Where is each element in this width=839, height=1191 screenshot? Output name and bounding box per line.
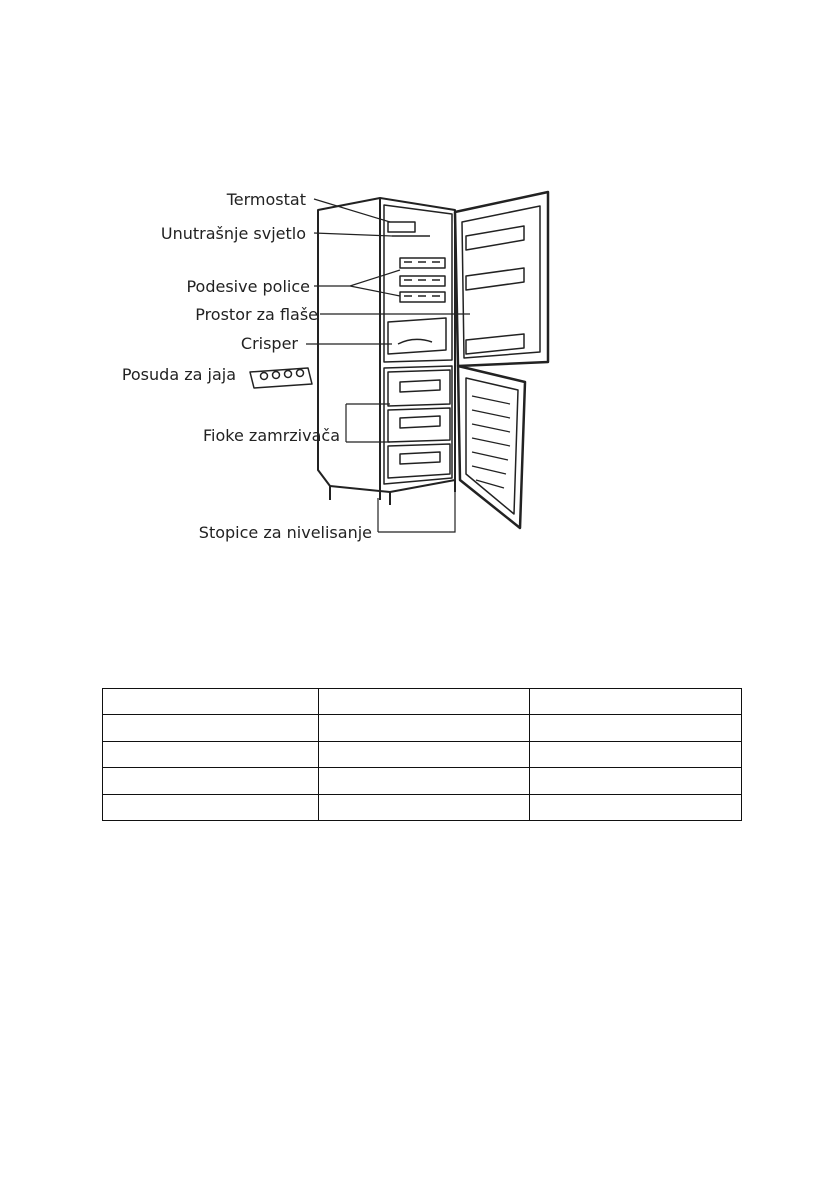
label-adjustable-shelves: Podesive police (186, 277, 310, 296)
freezer-door (458, 366, 525, 528)
table-cell (319, 689, 530, 715)
table-cell (530, 689, 742, 715)
label-freezer-drawers: Fioke zamrzivača (203, 426, 340, 445)
table-row (103, 715, 742, 741)
table-cell (103, 794, 319, 820)
table-cell (319, 768, 530, 794)
fridge-door (455, 192, 548, 366)
table-cell (103, 741, 319, 767)
label-thermostat: Termostat (226, 190, 306, 209)
label-interior-light: Unutrašnje svjetlo (160, 224, 306, 243)
table-row (103, 794, 742, 820)
egg-tray (250, 368, 312, 388)
table-row (103, 741, 742, 767)
table-row (103, 689, 742, 715)
label-bottle-space: Prostor za flaše (195, 305, 318, 324)
table-row (103, 768, 742, 794)
label-egg-tray: Posuda za jaja (121, 365, 236, 384)
table-cell (530, 794, 742, 820)
table-cell (319, 741, 530, 767)
table-cell (103, 768, 319, 794)
label-leveling-feet: Stopice za nivelisanje (198, 523, 372, 542)
empty-table (102, 688, 742, 821)
table-cell (103, 715, 319, 741)
table-cell (319, 794, 530, 820)
table-cell (319, 715, 530, 741)
label-crisper: Crisper (240, 334, 298, 353)
table-cell (530, 768, 742, 794)
table-cell (530, 715, 742, 741)
table-cell (103, 689, 319, 715)
table-cell (530, 741, 742, 767)
